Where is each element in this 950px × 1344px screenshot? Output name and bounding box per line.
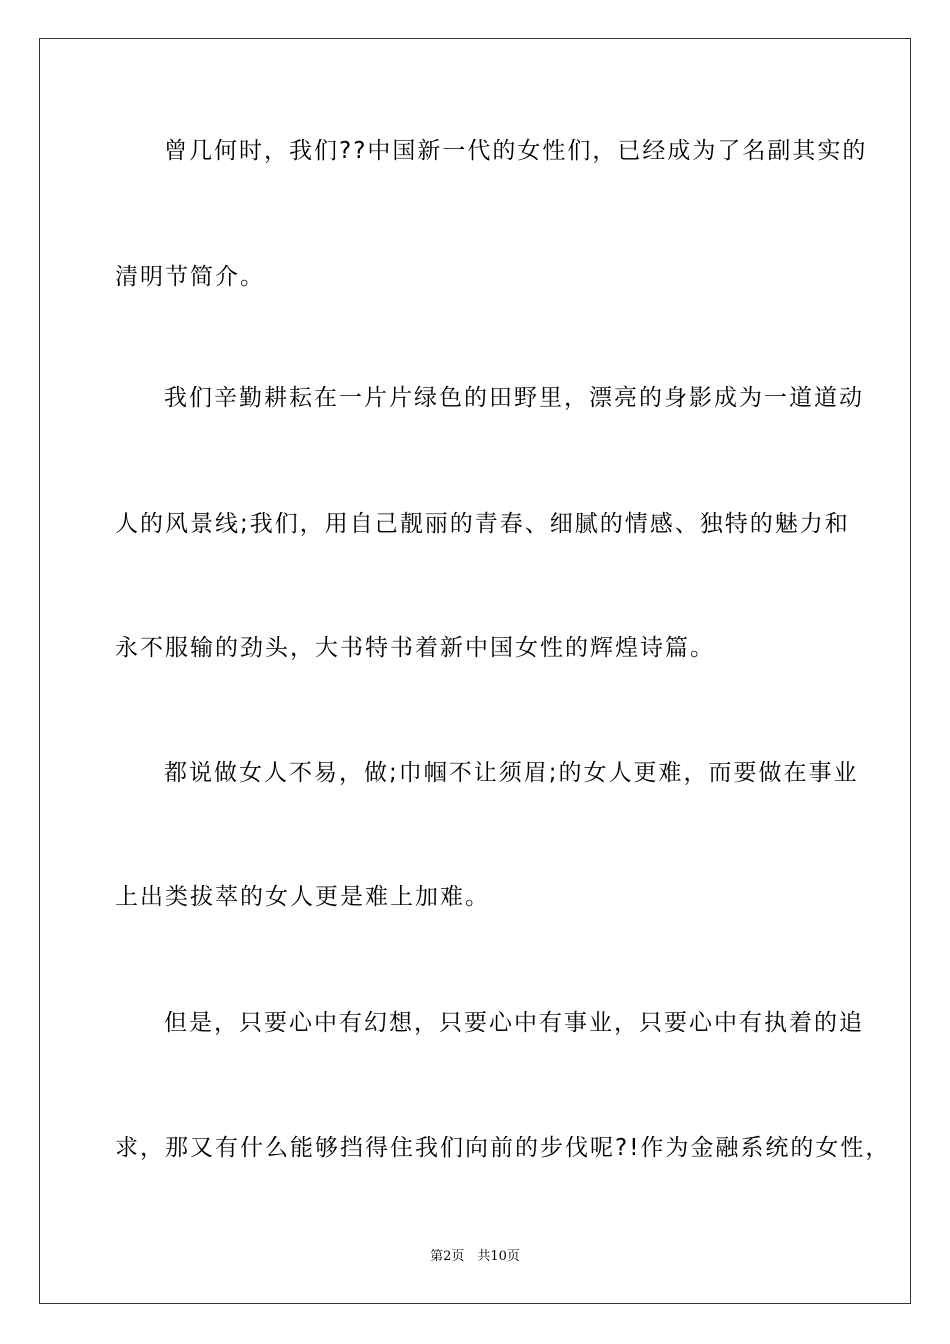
paragraph-2-line-3: 永不服输的劲头，大书特书着新中国女性的辉煌诗篇。 [115, 635, 715, 661]
page-frame [39, 38, 911, 1304]
paragraph-3-line-2: 上出类拔萃的女人更是难上加难。 [115, 884, 490, 910]
paragraph-3-line-1: 都说做女人不易，做;巾帼不让须眉;的女人更难，而要做在事业 [164, 760, 859, 786]
paragraph-1-line-2: 清明节简介。 [115, 264, 265, 290]
paragraph-2-line-2: 人的风景线;我们，用自己靓丽的青春、细腻的情感、独特的魅力和 [115, 511, 850, 537]
paragraph-1-line-1: 曾几何时，我们??中国新一代的女性们，已经成为了名副其实的 [164, 138, 868, 164]
paragraph-4-line-2: 求，那又有什么能够挡得住我们向前的步伐呢?!作为金融系统的女性， [115, 1135, 891, 1161]
page-footer: 第2页 共10页 [430, 1249, 520, 1264]
paragraph-4-line-1: 但是，只要心中有幻想，只要心中有事业，只要心中有执着的追 [164, 1010, 864, 1036]
paragraph-2-line-1: 我们辛勤耕耘在一片片绿色的田野里，漂亮的身影成为一道道动 [164, 385, 864, 411]
